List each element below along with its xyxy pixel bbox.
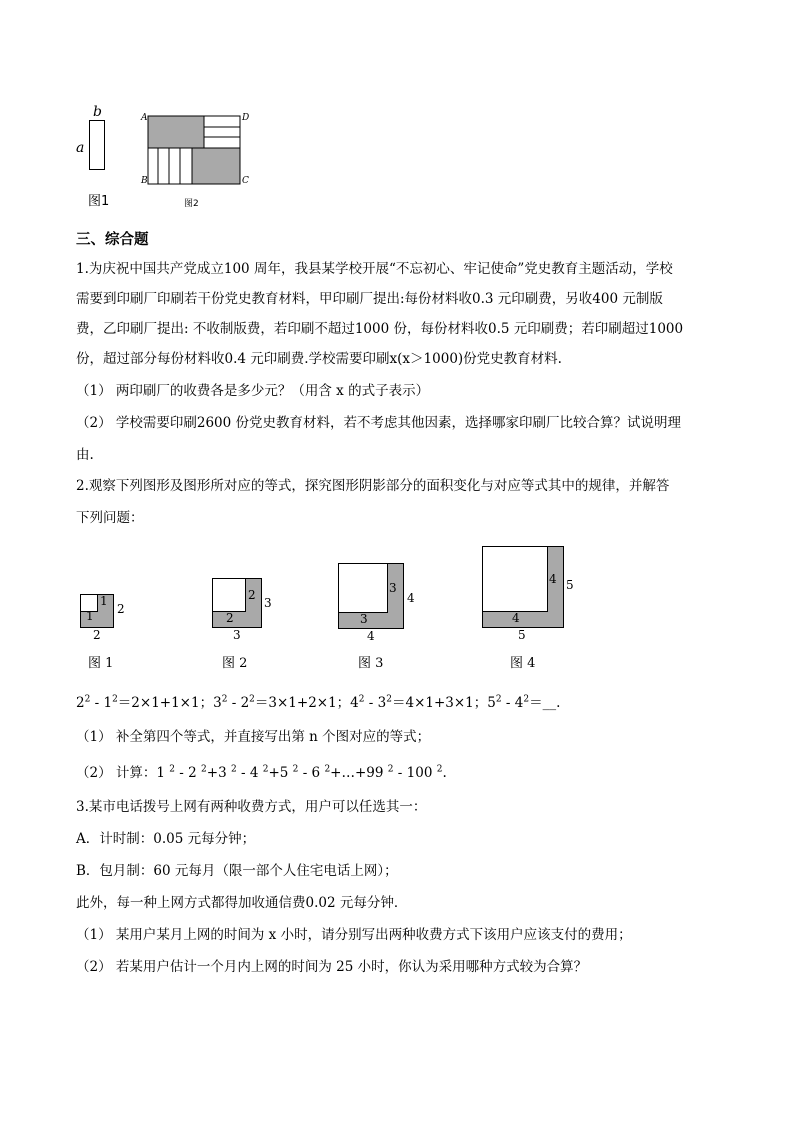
q1-line-3: 费，乙印刷厂提出: 不收制版费，若印刷不超过1000 份，每份材料收0.5 元印刷费；若印刷超过1000 [76,321,684,337]
q2-figure-1 [80,594,140,674]
q2-figure-3 [338,563,428,673]
calc-exp: 2 [292,764,299,775]
q1-line-1: 1.为庆祝中国共产党成立100 周年，我县某学校开展“不忘初心、牢记使命”党史教育主题活动，学校 [76,261,673,277]
fig1-label-a: a [76,140,85,156]
eq-exp: 2 [112,694,118,705]
q2-fig3-right-label: 4 [407,591,415,605]
figure-1 [76,104,126,214]
fig1-label-b: b [93,104,102,120]
calc-part: - 2 [175,765,202,781]
q2-fig4-side-label: 4 [549,572,557,586]
calc-part: +5 [268,765,293,781]
eq-exp: 2 [221,694,228,705]
eq-part: ＝4×1+3×1；5 [391,695,496,711]
q3-sub1: （1） 某用户某月上网的时间为 x 小时，请分别写出两种收费方式下该用户应该支付的费用； [76,927,632,943]
eq-part: ＝3×1+2×1；4 [254,695,359,711]
q1-line-2: 需要到印刷厂印刷若干份党史教育材料，甲印刷厂提出:每份材料收0.3 元印刷费，另收400 元制版 [76,291,663,307]
eq-exp: 2 [523,694,530,705]
q2-fig2-bottom-label: 3 [233,628,241,642]
q2-fig2-side-label: 2 [248,588,256,602]
calc-exp: 2 [169,764,175,775]
eq-part: ＝__. [529,695,561,711]
fig2-label-A: A [141,113,148,123]
calc-part: +3 [206,765,231,781]
q2-fig4-inner [483,547,548,612]
eq-part: - 1 [90,695,113,711]
q2-fig2-right-label: 3 [264,596,272,610]
fig1-caption: 图1 [88,194,110,209]
eq-part: ＝2×1+1×1；3 [117,695,222,711]
section-title: 三、综合题 [76,232,149,248]
calc-exp: 2 [262,764,269,775]
q2-fig2-caption: 图 2 [222,656,248,671]
calc-exp: 2 [387,764,394,775]
calc-part: . [442,765,447,781]
eq-part: - 4 [501,695,524,711]
q2-fig2-inner [213,579,246,612]
fig2-label-D: D [242,113,250,123]
q2-line-1: 2.观察下列图形及图形所对应的等式，探究图形阴影部分的面积变化与对应等式其中的规律，并解答 [76,478,670,494]
calc-exp: 2 [436,764,443,775]
q2-fig3-bottom-label: 4 [367,629,375,643]
q2-fig4-right-label: 5 [566,578,574,592]
q2-fig1-side-label: 1 [100,594,108,608]
q3-option-b: B．包月制：60 元每月（限一部个人住宅电话上网）； [76,863,398,879]
eq-exp: 2 [84,694,91,705]
q2-fig2-strip-label: 2 [226,611,234,625]
figure-2 [138,112,258,212]
calc-part: - 100 [393,765,437,781]
q2-figure-2 [212,578,292,674]
eq-exp: 2 [249,694,255,705]
fig2-label-C: C [242,176,249,186]
q2-fig3-inner [339,564,388,613]
fig1-rectangle [89,120,105,170]
q3-option-a: A．计时制：0.05 元每分钟； [76,831,256,847]
q1-sub2-line-1: （2） 学校需要印刷2600 份党史教育材料，若不考虑其他因素，选择哪家印刷厂比较合算？试说明理 [76,415,682,431]
calc-exp: 2 [324,764,331,775]
eq-part: - 2 [227,695,250,711]
q2-fig4-bottom-label: 5 [518,628,526,642]
q3-line-4: 此外，每一种上网方式都得加收通信费0.02 元每分钟． [76,895,408,911]
q1-sub1: （1） 两印刷厂的收费各是多少元？（用含 x 的式子表示） [76,383,430,399]
calc-part: - 6 [298,765,325,781]
q3-sub2: （2） 若某用户估计一个月内上网的时间为 25 小时，你认为采用哪种方式较为合算？ [76,959,588,975]
fig2-label-B: B [141,176,148,186]
eq-exp: 2 [495,694,502,705]
q2-line-2: 下列问题： [76,510,144,526]
q2-fig1-right-label: 2 [117,602,125,616]
calc-part: （2） 计算：1 [76,765,170,781]
fig2-caption: 图2 [184,199,199,209]
q2-fig1-bottom-label: 2 [93,628,101,642]
eq-exp: 2 [386,694,392,705]
q2-fig1-caption: 图 1 [88,656,114,671]
q2-figure-4 [482,546,582,674]
calc-exp: 2 [230,764,237,775]
eq-part: - 3 [364,695,387,711]
eq-exp: 2 [358,694,365,705]
q2-fig4-strip-label: 4 [512,611,520,625]
q1-sub2-line-2: 由. [76,447,94,463]
q2-equation [76,693,560,713]
calc-exp: 2 [201,764,207,775]
q2-fig4-caption: 图 4 [510,656,536,671]
calc-part: +…+99 [330,765,388,781]
q2-fig3-caption: 图 3 [358,656,384,671]
q2-sub1: （1） 补全第四个等式，并直接写出第 n 个图对应的等式； [76,729,431,745]
q2-fig3-side-label: 3 [389,581,397,595]
q2-sub2 [76,763,447,783]
eq-part: 2 [76,695,85,711]
calc-part: - 4 [236,765,263,781]
q2-fig1-inner-label: 1 [86,609,94,623]
q1-line-4: 份，超过部分每份材料收0.4 元印刷费.学校需要印刷x(x＞1000)份党史教育材料. [76,351,562,367]
q3-line-1: 3.某市电话拨号上网有两种收费方式，用户可以任选其一： [76,799,427,815]
q2-fig3-strip-label: 3 [360,612,368,626]
